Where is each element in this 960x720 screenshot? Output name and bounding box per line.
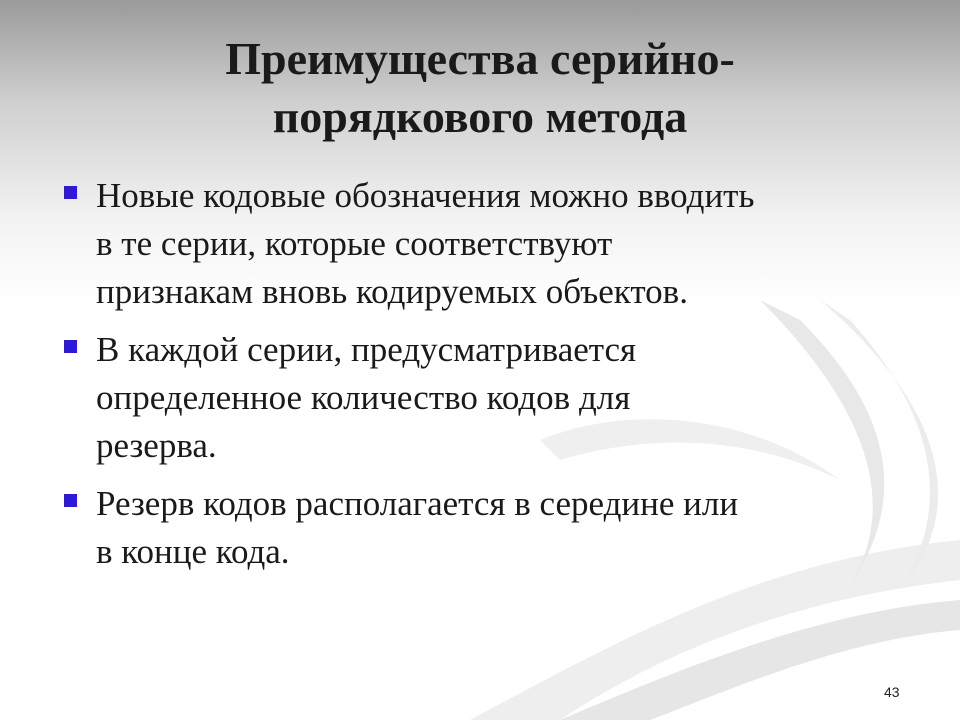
bullet-line: определенное количество кодов для bbox=[96, 378, 631, 417]
slide-title bbox=[60, 30, 900, 146]
square-bullet-icon bbox=[64, 494, 77, 507]
bullet-line: Новые кодовые обозначения можно вводить bbox=[96, 176, 755, 215]
bullet-item bbox=[60, 480, 920, 576]
bullet-line: В каждой серии, предусматривается bbox=[96, 330, 637, 369]
bullet-item bbox=[60, 326, 920, 470]
square-bullet-icon bbox=[64, 186, 77, 199]
bullet-line: признакам вновь кодируемых объектов. bbox=[96, 272, 688, 311]
square-bullet-icon bbox=[64, 340, 77, 353]
bullet-list bbox=[60, 172, 920, 586]
bullet-line: в те серии, которые соответствуют bbox=[96, 224, 613, 263]
bullet-line: в конце кода. bbox=[96, 532, 290, 571]
bullet-item bbox=[60, 172, 920, 316]
title-line-2: порядкового метода bbox=[272, 91, 688, 142]
bullet-line: Резерв кодов располагается в середине или bbox=[96, 484, 739, 523]
bullet-line: резерва. bbox=[96, 426, 217, 465]
title-line-1: Преимущества серийно- bbox=[225, 33, 735, 84]
page-number: 43 bbox=[884, 684, 900, 700]
